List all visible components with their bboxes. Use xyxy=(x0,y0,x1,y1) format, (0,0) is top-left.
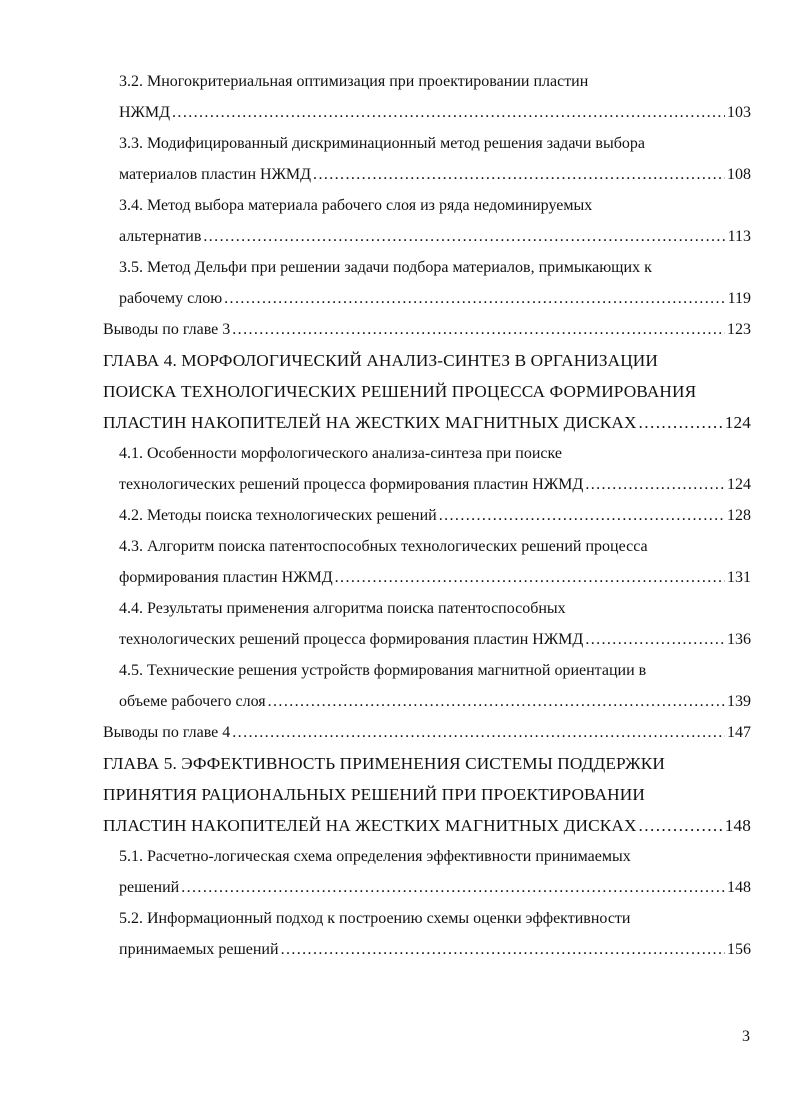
toc-chapter-line xyxy=(103,376,751,407)
toc-chapter-text: ПРИНЯТИЯ РАЦИОНАЛЬНЫХ РЕШЕНИЙ ПРИ ПРОЕКТИРОВАНИИ xyxy=(103,785,645,804)
dot-leader xyxy=(224,283,725,314)
toc-entry-line xyxy=(103,314,751,345)
toc-entry-text: 3.2. Многокритериальная оптимизация при проектировании пластин xyxy=(119,73,589,90)
dot-leader xyxy=(313,159,725,190)
dot-leader xyxy=(585,624,725,655)
toc-chapter-line xyxy=(103,748,751,779)
page-number: 3 xyxy=(742,1028,750,1045)
toc-entry-line xyxy=(103,252,751,283)
dot-leader xyxy=(232,717,725,748)
toc-entry-line xyxy=(103,128,751,159)
toc-entry-text: решений xyxy=(119,879,180,896)
toc-page-number: 136 xyxy=(727,631,751,648)
toc-entry-line xyxy=(103,934,751,965)
toc-entry-line xyxy=(103,531,751,562)
toc-entry-text: принимаемых решений xyxy=(119,941,279,958)
toc-page-number: 147 xyxy=(727,724,751,741)
toc-chapter-text: ГЛАВА 4. МОРФОЛОГИЧЕСКИЙ АНАЛИЗ-СИНТЕЗ В ОРГАНИЗАЦИИ xyxy=(103,351,658,370)
toc-entry-line xyxy=(103,438,751,469)
toc-page-number: 124 xyxy=(727,476,751,493)
toc-chapter-line xyxy=(103,810,751,841)
toc-entry-line xyxy=(103,159,751,190)
toc-entry-text: формирования пластин НЖМД xyxy=(119,569,333,586)
toc-entry-text: 5.1. Расчетно-логическая схема определения эффективности принимаемых xyxy=(119,848,631,865)
toc-page-number: 119 xyxy=(727,290,751,307)
toc-page-number: 156 xyxy=(727,941,751,958)
dot-leader xyxy=(639,810,723,841)
toc-entry-text: Выводы по главе 3 xyxy=(103,321,231,338)
toc-entry-text: объеме рабочего слоя xyxy=(119,693,266,710)
dot-leader xyxy=(281,934,725,965)
toc-chapter-text: ПОИСКА ТЕХНОЛОГИЧЕСКИХ РЕШЕНИЙ ПРОЦЕССА ФОРМИРОВАНИЯ xyxy=(103,382,697,401)
toc-entry-line xyxy=(103,717,751,748)
toc-page-number: 113 xyxy=(727,228,751,245)
toc-entry-line xyxy=(103,686,751,717)
dot-leader xyxy=(335,562,725,593)
dot-leader xyxy=(232,314,725,345)
toc-entry-line xyxy=(103,562,751,593)
toc-entry-text: материалов пластин НЖМД xyxy=(119,166,312,183)
toc-page-number: 131 xyxy=(727,569,751,586)
toc-chapter-text: ГЛАВА 5. ЭФФЕКТИВНОСТЬ ПРИМЕНЕНИЯ СИСТЕМЫ ПОДДЕРЖКИ xyxy=(103,754,665,773)
toc-page-number: 124 xyxy=(724,413,751,432)
toc-entry-text: 3.5. Метод Дельфи при решении задачи подбора материалов, примыкающих к xyxy=(119,259,652,276)
toc-entry-line xyxy=(103,655,751,686)
toc-page-number: 103 xyxy=(727,104,751,121)
toc-entry-line xyxy=(103,66,751,97)
toc-entry-text: технологических решений процесса формирования пластин НЖМД xyxy=(119,631,584,648)
toc-entry-line xyxy=(103,190,751,221)
toc-entry-line xyxy=(103,97,751,128)
toc-entry-line xyxy=(103,469,751,500)
toc-entry-text: 4.3. Алгоритм поиска патентоспособных технологических решений процесса xyxy=(119,538,648,555)
toc-entry-text: альтернатив xyxy=(119,228,202,245)
toc-page-number: 123 xyxy=(727,321,751,338)
toc-page-number: 108 xyxy=(727,166,751,183)
dot-leader xyxy=(639,407,723,438)
toc-entry-line xyxy=(103,500,751,531)
dot-leader xyxy=(268,686,725,717)
toc-entry-text: НЖМД xyxy=(119,104,171,121)
toc-page-number: 148 xyxy=(724,816,751,835)
toc-page-number: 139 xyxy=(727,693,751,710)
toc-entry-text: 5.2. Информационный подход к построению схемы оценки эффективности xyxy=(119,910,631,927)
toc-entry-line xyxy=(103,624,751,655)
toc-chapter-line xyxy=(103,345,751,376)
dot-leader xyxy=(172,97,725,128)
toc-entry-line xyxy=(103,593,751,624)
table-of-contents xyxy=(103,66,751,965)
dot-leader xyxy=(439,500,725,531)
toc-entry-text: 4.4. Результаты применения алгоритма поиска патентоспособных xyxy=(119,600,566,617)
toc-entry-line xyxy=(103,221,751,252)
toc-entry-text: 4.1. Особенности морфологического анализа-синтеза при поиске xyxy=(119,445,562,462)
toc-entry-line xyxy=(103,841,751,872)
toc-entry-line xyxy=(103,872,751,903)
toc-entry-text: Выводы по главе 4 xyxy=(103,724,231,741)
toc-entry-line xyxy=(103,283,751,314)
toc-entry-text: 3.4. Метод выбора материала рабочего слоя из ряда недоминируемых xyxy=(119,197,593,214)
toc-chapter-text: ПЛАСТИН НАКОПИТЕЛЕЙ НА ЖЕСТКИХ МАГНИТНЫХ ДИСКАХ xyxy=(103,413,637,432)
toc-entry-line xyxy=(103,903,751,934)
dot-leader xyxy=(203,221,725,252)
toc-chapter-line xyxy=(103,779,751,810)
dot-leader xyxy=(585,469,725,500)
toc-entry-text: 4.5. Технические решения устройств формирования магнитной ориентации в xyxy=(119,662,647,679)
toc-entry-text: технологических решений процесса формирования пластин НЖМД xyxy=(119,476,584,493)
toc-entry-text: рабочему слою xyxy=(119,290,223,307)
toc-page-number: 148 xyxy=(727,879,751,896)
toc-entry-text: 3.3. Модифицированный дискриминационный метод решения задачи выбора xyxy=(119,135,645,152)
toc-chapter-text: ПЛАСТИН НАКОПИТЕЛЕЙ НА ЖЕСТКИХ МАГНИТНЫХ ДИСКАХ xyxy=(103,816,637,835)
dot-leader xyxy=(181,872,725,903)
toc-page-number: 128 xyxy=(727,507,751,524)
toc-chapter-line xyxy=(103,407,751,438)
toc-entry-text: 4.2. Методы поиска технологических решений xyxy=(119,507,437,524)
